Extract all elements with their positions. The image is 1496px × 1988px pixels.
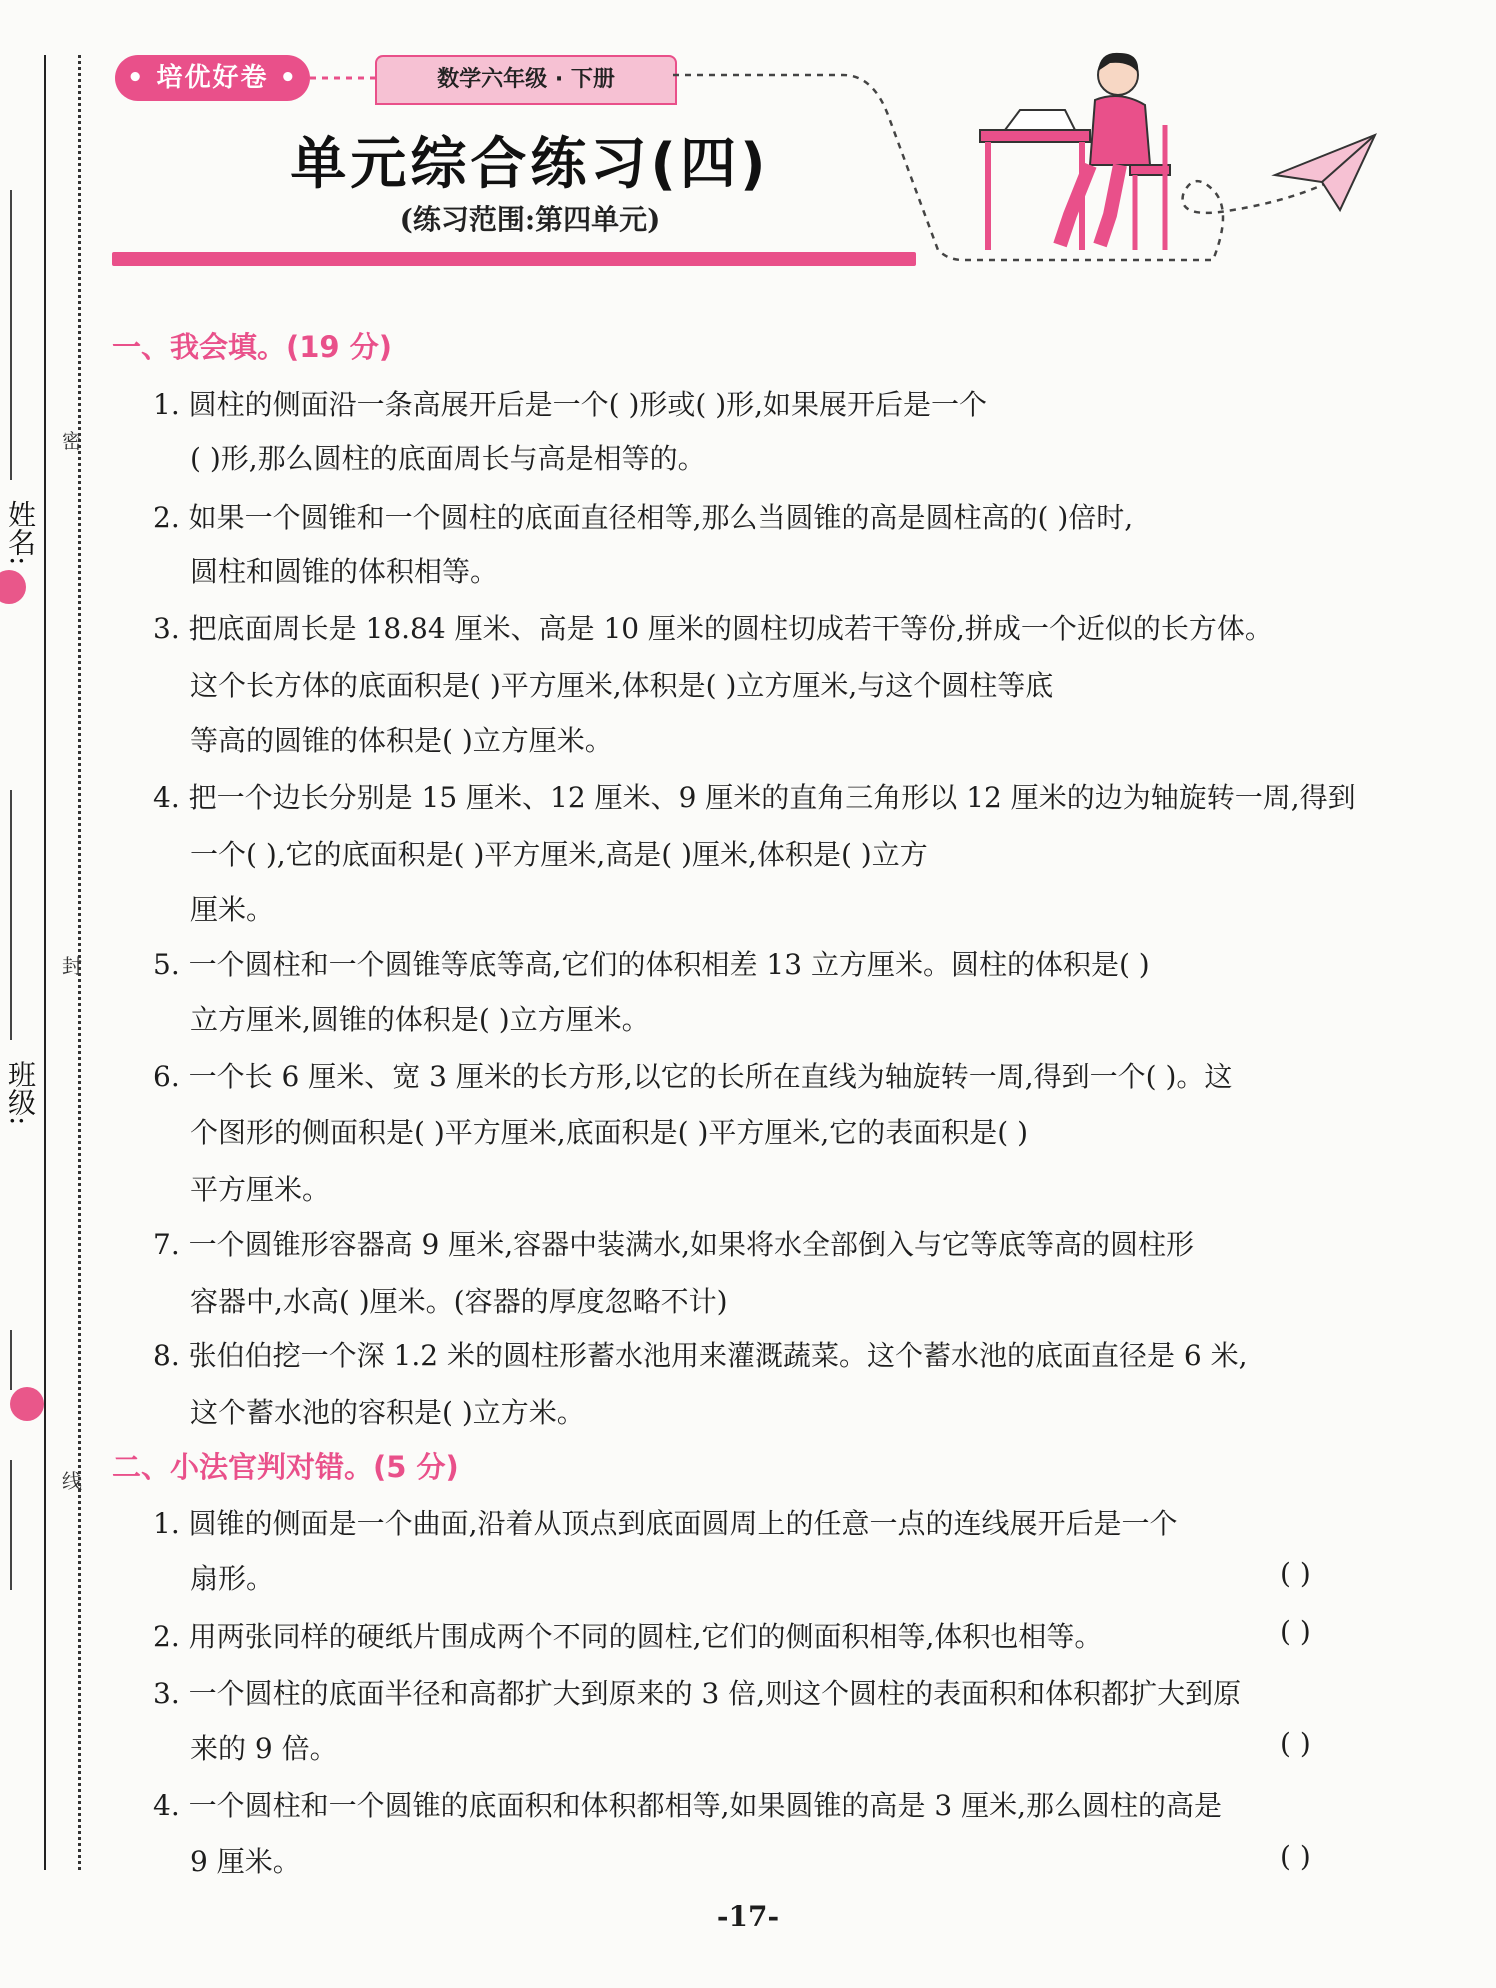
question-line: 等高的圆锥的体积是( )立方厘米。 bbox=[190, 724, 613, 757]
question-line: ( )形,那么圆柱的底面周长与高是相等的。 bbox=[190, 442, 706, 475]
rule bbox=[10, 1330, 12, 1390]
page-number: -17- bbox=[716, 1900, 780, 1933]
paper-plane-icon bbox=[1270, 130, 1380, 215]
binding-dot bbox=[0, 570, 26, 604]
page-title: 单元综合练习(四) bbox=[290, 132, 770, 197]
answer-paren[interactable]: ( ) bbox=[1280, 1840, 1311, 1873]
section-2-heading: 二、小法官判对错。(5 分) bbox=[112, 1450, 459, 1484]
page-subtitle: (练习范围:第四单元) bbox=[399, 203, 661, 236]
question-line: 圆柱和圆锥的体积相等。 bbox=[190, 555, 499, 588]
binding-char-feng: 封 bbox=[62, 954, 82, 978]
rule bbox=[10, 1460, 12, 1590]
question-line: 6. 一个长 6 厘米、宽 3 厘米的长方形,以它的长所在直线为轴旋转一周,得到一个( )。这 bbox=[153, 1060, 1233, 1093]
answer-paren[interactable]: ( ) bbox=[1280, 1727, 1311, 1760]
question-line: 4. 把一个边长分别是 15 厘米、12 厘米、9 厘米的直角三角形以 12 厘米的边为轴旋转一周,得到 bbox=[153, 781, 1356, 814]
section-1-heading: 一、我会填。(19 分) bbox=[112, 330, 392, 364]
answer-paren[interactable]: ( ) bbox=[1280, 1557, 1311, 1590]
question-line: 容器中,水高( )厘米。(容器的厚度忽略不计) bbox=[190, 1285, 728, 1318]
title-underline-bar bbox=[112, 252, 916, 266]
student-at-desk-illustration bbox=[970, 45, 1180, 255]
class-rule bbox=[10, 790, 12, 1040]
judge-question-line: 来的 9 倍。 bbox=[190, 1732, 338, 1765]
question-line: 平方厘米。 bbox=[190, 1173, 331, 1206]
judge-question-line: 4. 一个圆柱和一个圆锥的底面积和体积都相等,如果圆锥的高是 3 厘米,那么圆柱的高是 bbox=[153, 1789, 1223, 1822]
question-line: 5. 一个圆柱和一个圆锥等底等高,它们的体积相差 13 立方厘米。圆柱的体积是( ) bbox=[153, 948, 1150, 981]
binding-line bbox=[44, 55, 46, 1870]
question-line: 这个长方体的底面积是( )平方厘米,体积是( )立方厘米,与这个圆柱等底 bbox=[190, 669, 1054, 702]
dashed-connector bbox=[310, 74, 376, 82]
question-line: 8. 张伯伯挖一个深 1.2 米的圆柱形蓄水池用来灌溉蔬菜。这个蓄水池的底面直径是 6 米, bbox=[153, 1339, 1248, 1372]
binding-dot bbox=[10, 1387, 44, 1421]
judge-question-line: 2. 用两张同样的硬纸片围成两个不同的圆柱,它们的侧面积相等,体积也相等。 bbox=[153, 1620, 1103, 1653]
question-line: 这个蓄水池的容积是( )立方米。 bbox=[190, 1396, 585, 1429]
question-line: 7. 一个圆锥形容器高 9 厘米,容器中装满水,如果将水全部倒入与它等底等高的圆柱形 bbox=[153, 1228, 1195, 1261]
binding-char-mi: 密 bbox=[62, 429, 82, 453]
name-label: 姓名: bbox=[4, 500, 37, 566]
question-line: 2. 如果一个圆锥和一个圆柱的底面直径相等,那么当圆锥的高是圆柱高的( )倍时, bbox=[153, 501, 1134, 534]
answer-paren[interactable]: ( ) bbox=[1280, 1615, 1311, 1648]
question-line: 个图形的侧面积是( )平方厘米,底面积是( )平方厘米,它的表面积是( ) bbox=[190, 1116, 1029, 1149]
series-badge: • 培优好卷 • bbox=[115, 55, 310, 101]
question-line: 一个( ),它的底面积是( )平方厘米,高是( )厘米,体积是( )立方 bbox=[190, 838, 928, 871]
question-line: 1. 圆柱的侧面沿一条高展开后是一个( )形或( )形,如果展开后是一个 bbox=[153, 388, 988, 421]
class-label: 班级: bbox=[4, 1060, 37, 1126]
question-line: 厘米。 bbox=[190, 893, 275, 926]
name-rule bbox=[10, 190, 12, 480]
question-line: 3. 把底面周长是 18.84 厘米、高是 10 厘米的圆柱切成若干等份,拼成一个近似的长方体。 bbox=[153, 612, 1273, 645]
grade-tab: 数学六年级 · 下册 bbox=[375, 55, 677, 105]
judge-question-line: 扇形。 bbox=[190, 1562, 275, 1595]
judge-question-line: 3. 一个圆柱的底面半径和高都扩大到原来的 3 倍,则这个圆柱的表面积和体积都扩大到原 bbox=[153, 1677, 1242, 1710]
binding-char-xian: 线 bbox=[62, 1469, 82, 1493]
judge-question-line: 1. 圆锥的侧面是一个曲面,沿着从顶点到底面圆周上的任意一点的连线展开后是一个 bbox=[153, 1507, 1178, 1540]
judge-question-line: 9 厘米。 bbox=[190, 1845, 301, 1878]
question-line: 立方厘米,圆锥的体积是( )立方厘米。 bbox=[190, 1003, 650, 1036]
